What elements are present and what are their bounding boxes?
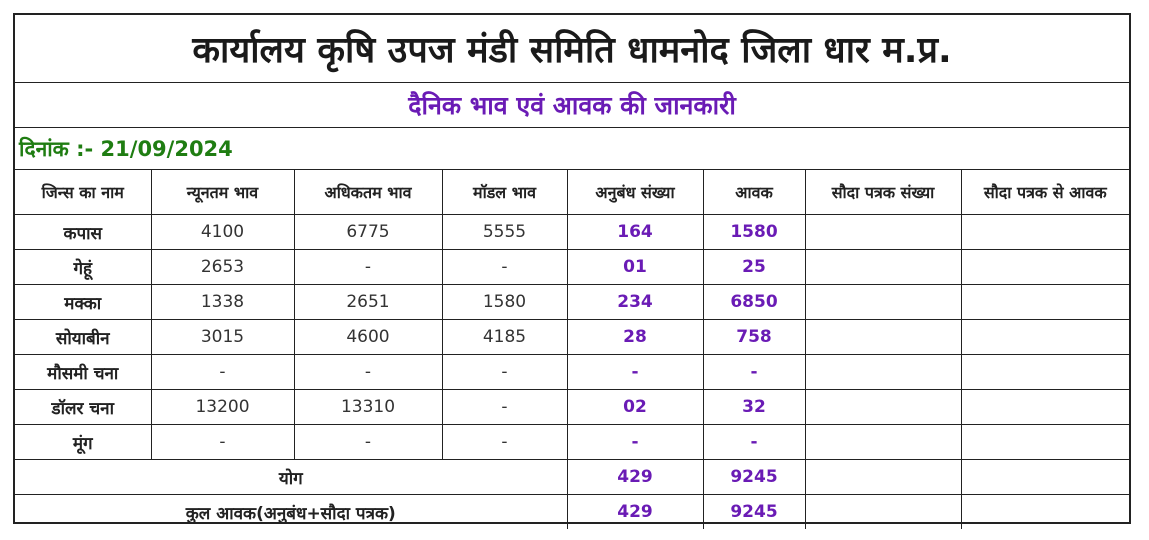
deal-slip-count (805, 250, 961, 285)
modal-price: - (442, 425, 567, 460)
contract-count: 164 (567, 215, 703, 250)
report-date: दिनांक :- 21/09/2024 (15, 128, 1129, 170)
col-header-deal-slip-count: सौदा पत्रक संख्या (805, 170, 961, 215)
rates-sheet (13, 13, 1131, 524)
deal-slip-count (805, 320, 961, 355)
arrival: 32 (703, 390, 805, 425)
col-header-arrival: आवक (703, 170, 805, 215)
header-row (15, 170, 1129, 215)
contract-count: - (567, 355, 703, 390)
grand-total-arrival: 9245 (703, 495, 805, 530)
commodity-name: डॉलर चना (15, 390, 151, 425)
total-deal-slip-arrival (961, 460, 1129, 495)
arrival: 6850 (703, 285, 805, 320)
deal-slip-count (805, 285, 961, 320)
contract-count: 28 (567, 320, 703, 355)
arrival: - (703, 425, 805, 460)
arrival: 1580 (703, 215, 805, 250)
arrival: 758 (703, 320, 805, 355)
table-row (15, 425, 1129, 460)
report-subtitle: दैनिक भाव एवं आवक की जानकारी (15, 83, 1129, 128)
min-price: 2653 (151, 250, 294, 285)
modal-price: 5555 (442, 215, 567, 250)
modal-price: - (442, 355, 567, 390)
commodity-name: मौसमी चना (15, 355, 151, 390)
deal-slip-arrival (961, 425, 1129, 460)
grand-total-deal-slip-count (805, 495, 961, 530)
arrival: - (703, 355, 805, 390)
table-row (15, 390, 1129, 425)
deal-slip-arrival (961, 355, 1129, 390)
total-label: योग (15, 460, 567, 495)
commodity-name: गेहूं (15, 250, 151, 285)
min-price: - (151, 425, 294, 460)
deal-slip-arrival (961, 250, 1129, 285)
deal-slip-count (805, 390, 961, 425)
commodity-name: मूंग (15, 425, 151, 460)
col-header-contract-count: अनुबंध संख्या (567, 170, 703, 215)
grand-total-contracts: 429 (567, 495, 703, 530)
deal-slip-arrival (961, 215, 1129, 250)
table-row (15, 355, 1129, 390)
min-price: 4100 (151, 215, 294, 250)
max-price: 4600 (294, 320, 442, 355)
contract-count: 234 (567, 285, 703, 320)
max-price: 13310 (294, 390, 442, 425)
deal-slip-arrival (961, 285, 1129, 320)
table-row (15, 215, 1129, 250)
modal-price: 1580 (442, 285, 567, 320)
grand-total-deal-slip-arrival (961, 495, 1129, 530)
table-row (15, 320, 1129, 355)
max-price: - (294, 355, 442, 390)
modal-price: 4185 (442, 320, 567, 355)
contract-count: 01 (567, 250, 703, 285)
deal-slip-arrival (961, 320, 1129, 355)
min-price: - (151, 355, 294, 390)
rates-table (15, 170, 1129, 529)
grand-total-label: कुल आवक(अनुबंध+सौदा पत्रक) (15, 495, 567, 530)
col-header-modal-price: मॉडल भाव (442, 170, 567, 215)
max-price: - (294, 250, 442, 285)
min-price: 13200 (151, 390, 294, 425)
col-header-deal-slip-arrival: सौदा पत्रक से आवक (961, 170, 1129, 215)
max-price: 6775 (294, 215, 442, 250)
commodity-name: कपास (15, 215, 151, 250)
modal-price: - (442, 390, 567, 425)
modal-price: - (442, 250, 567, 285)
grand-total-row (15, 495, 1129, 530)
office-title: कार्यालय कृषि उपज मंडी समिति धामनोद जिला धार म.प्र. (15, 15, 1129, 83)
commodity-name: मक्का (15, 285, 151, 320)
max-price: - (294, 425, 442, 460)
contract-count: - (567, 425, 703, 460)
table-row (15, 285, 1129, 320)
total-arrival: 9245 (703, 460, 805, 495)
deal-slip-count (805, 355, 961, 390)
deal-slip-count (805, 215, 961, 250)
max-price: 2651 (294, 285, 442, 320)
min-price: 1338 (151, 285, 294, 320)
min-price: 3015 (151, 320, 294, 355)
contract-count: 02 (567, 390, 703, 425)
total-deal-slip-count (805, 460, 961, 495)
col-header-max-price: अधिकतम भाव (294, 170, 442, 215)
col-header-min-price: न्यूनतम भाव (151, 170, 294, 215)
total-row (15, 460, 1129, 495)
col-header-commodity: जिन्स का नाम (15, 170, 151, 215)
commodity-name: सोयाबीन (15, 320, 151, 355)
deal-slip-arrival (961, 390, 1129, 425)
arrival: 25 (703, 250, 805, 285)
total-contracts: 429 (567, 460, 703, 495)
deal-slip-count (805, 425, 961, 460)
table-row (15, 250, 1129, 285)
